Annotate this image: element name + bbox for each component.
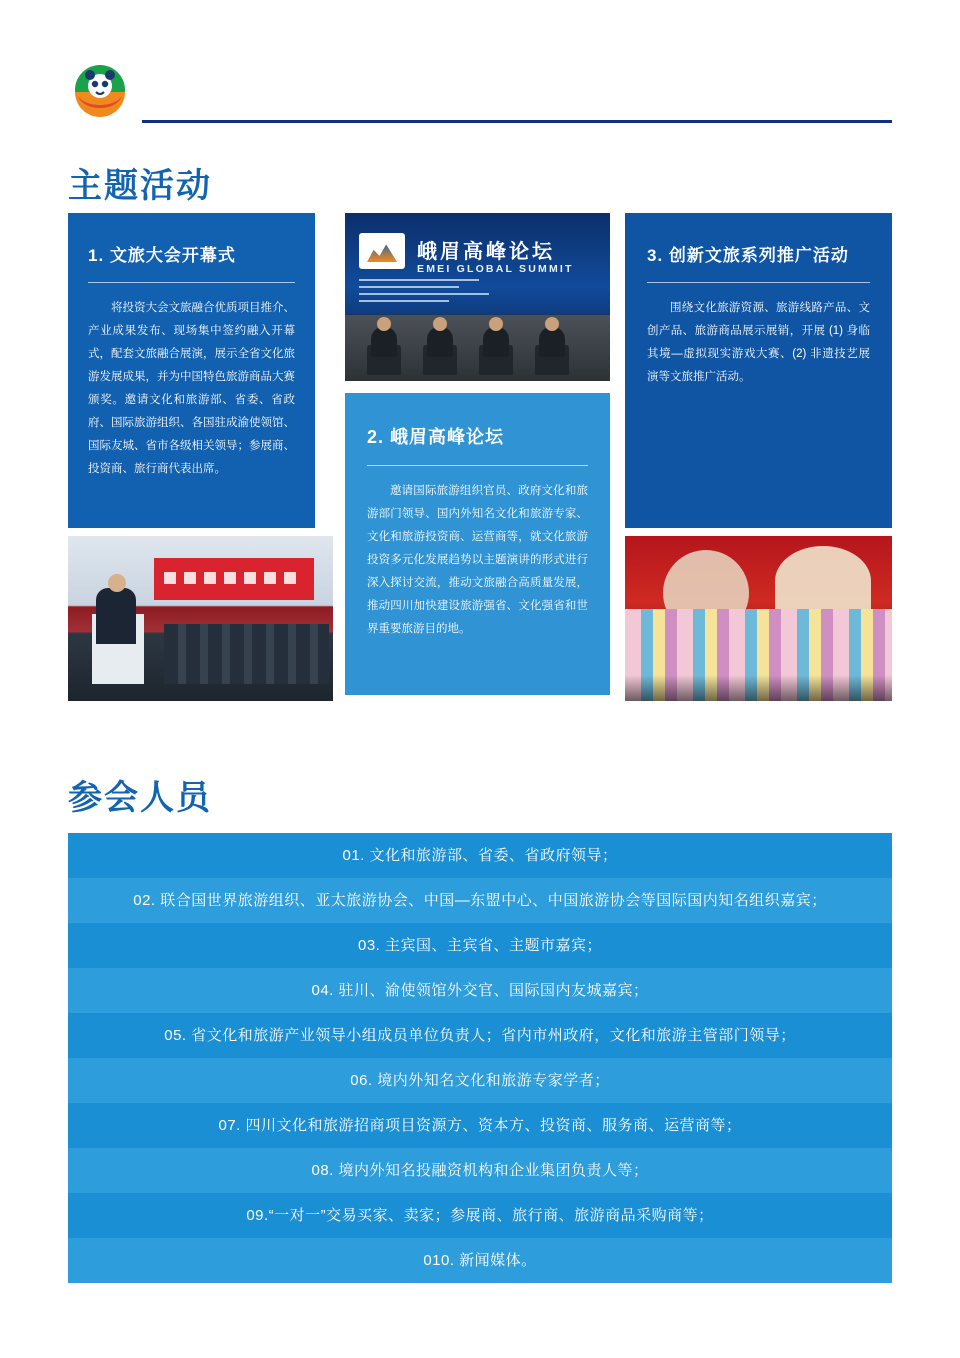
theme-card-title: 3. 创新文旅系列推广活动 xyxy=(647,246,849,265)
stage-panelist xyxy=(371,327,397,357)
page-header xyxy=(0,0,960,130)
list-item: 05. 省文化和旅游产业领导小组成员单位负责人；省内市州政府，文化和旅游主管部门领导； xyxy=(68,1013,892,1058)
costumed-performers xyxy=(625,609,892,701)
header-divider xyxy=(142,120,892,123)
summit-banner-subtitle: EMEI GLOBAL SUMMIT xyxy=(417,263,574,275)
theme-card-innovation-promotion xyxy=(625,213,892,528)
list-item: 08. 境内外知名投融资机构和企业集团负责人等； xyxy=(68,1148,892,1193)
participants-list xyxy=(68,833,892,1283)
expo-signing-ceremony-photo xyxy=(68,536,333,701)
stage-panelist xyxy=(427,327,453,357)
list-item: 04. 驻川、渝使领馆外交官、国际国内友城嘉宾； xyxy=(68,968,892,1013)
card-divider xyxy=(367,465,588,466)
list-item: 01. 文化和旅游部、省委、省政府领导； xyxy=(68,833,892,878)
summit-banner-text-lines xyxy=(359,279,509,309)
summit-emblem-icon xyxy=(359,233,405,269)
list-item: 010. 新闻媒体。 xyxy=(68,1238,892,1283)
folk-performance-photo xyxy=(625,536,892,701)
list-item: 03. 主宾国、主宾省、主题市嘉宾； xyxy=(68,923,892,968)
panda-circle-logo-icon xyxy=(68,62,132,122)
page-title-theme-activities: 主题活动 xyxy=(68,167,212,205)
stage-backdrop-fan xyxy=(775,546,871,616)
audience-crowd xyxy=(164,624,329,684)
page-title-participants: 参会人员 xyxy=(68,779,212,817)
theme-card-body: 将投资大会文旅融合优质项目推介、产业成果发布、现场集中签约融入开幕式，配套文旅融合展演，展示全省文化旅游发展成果，并为中国特色旅游商品大赛颁奖。邀请文化和旅游部、省委、省政府、国际旅游组织、各国驻成渝使领馆、国际友城、省市各级相关领导；参展商、投资商、旅行商代表出席。 xyxy=(88,302,295,475)
theme-card-body: 邀请国际旅游组织官员、政府文化和旅游部门领导、国内外知名文化和旅游专家、文化和旅游投资商、运营商等，就文化旅游投资多元化发展趋势以主题演讲的形式进行深入探讨交流，推动文旅融合高质量发展，推动四川加快建设旅游强省、文化强省和世界重要旅游目的地。 xyxy=(367,485,588,635)
list-item: 06. 境内外知名文化和旅游专家学者； xyxy=(68,1058,892,1103)
theme-card-emei-summit xyxy=(345,393,610,695)
stage-panelist xyxy=(483,327,509,357)
summit-banner-title: 峨眉高峰论坛 xyxy=(417,241,555,263)
expo-red-banner xyxy=(154,558,314,600)
list-item: 09.“一对一”交易买家、卖家；参展商、旅行商、旅游商品采购商等； xyxy=(68,1193,892,1238)
theme-card-title: 2. 峨眉高峰论坛 xyxy=(367,427,505,447)
emei-summit-stage-photo xyxy=(345,213,610,381)
theme-card-title: 1. 文旅大会开幕式 xyxy=(88,246,236,265)
summit-stage-floor xyxy=(345,315,610,381)
card-divider xyxy=(647,282,870,283)
list-item: 07. 四川文化和旅游招商项目资源方、资本方、投资商、服务商、运营商等； xyxy=(68,1103,892,1148)
theme-card-body: 围绕文化旅游资源、旅游线路产品、文创产品、旅游商品展示展销，开展 (1) 身临其境—虚拟现实游戏大赛、(2) 非遗技艺展演等文旅推广活动。 xyxy=(647,302,870,383)
list-item: 02. 联合国世界旅游组织、亚太旅游协会、中国—东盟中心、中国旅游协会等国际国内知名组织嘉宾； xyxy=(68,878,892,923)
card-divider xyxy=(88,282,295,283)
speaker-figure xyxy=(96,588,136,644)
stage-panelist xyxy=(539,327,565,357)
theme-card-opening-ceremony xyxy=(68,213,315,528)
